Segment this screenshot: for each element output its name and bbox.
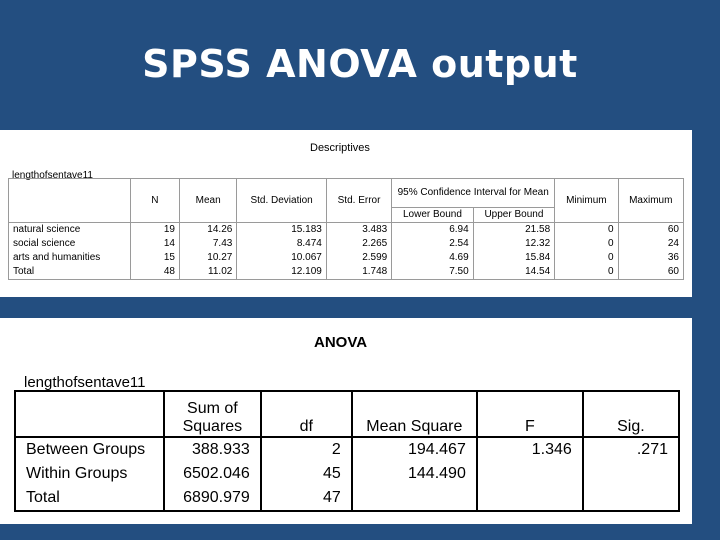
cell: 10.067 — [237, 251, 327, 265]
cell: 15 — [130, 251, 179, 265]
cell: 144.490 — [352, 462, 477, 486]
descriptives-col-max: Maximum — [618, 179, 683, 223]
descriptives-panel — [0, 130, 692, 297]
cell: 2.599 — [326, 251, 391, 265]
table-row — [9, 251, 684, 265]
cell: 11.02 — [180, 265, 237, 280]
cell: 0 — [555, 251, 618, 265]
cell: 21.58 — [473, 223, 554, 238]
row-label: Between Groups — [15, 437, 164, 462]
descriptives-col-mean: Mean — [180, 179, 237, 223]
descriptives-col-std-dev: Std. Deviation — [237, 179, 327, 223]
cell: 0 — [555, 265, 618, 280]
row-label: arts and humanities — [9, 251, 131, 265]
cell: 6502.046 — [164, 462, 261, 486]
cell: 60 — [618, 223, 683, 238]
row-label: Total — [9, 265, 131, 280]
cell: 47 — [261, 486, 352, 511]
cell: 15.183 — [237, 223, 327, 238]
cell: 15.84 — [473, 251, 554, 265]
cell: 7.43 — [180, 237, 237, 251]
descriptives-col-n: N — [130, 179, 179, 223]
cell: 194.467 — [352, 437, 477, 462]
cell: 60 — [618, 265, 683, 280]
row-label: Within Groups — [15, 462, 164, 486]
anova-corner-cell — [15, 391, 164, 437]
table-row — [15, 462, 679, 486]
anova-col-f: F — [477, 391, 583, 437]
cell — [583, 486, 679, 511]
cell: 7.50 — [392, 265, 473, 280]
anova-col-mean-square: Mean Square — [352, 391, 477, 437]
descriptives-corner-cell — [9, 179, 131, 223]
cell: .271 — [583, 437, 679, 462]
descriptives-ci-header: 95% Confidence Interval for Mean — [392, 179, 555, 208]
cell: 4.69 — [392, 251, 473, 265]
slide-title: SPSS ANOVA output — [142, 42, 578, 86]
anova-col-df: df — [261, 391, 352, 437]
cell: 1.748 — [326, 265, 391, 280]
cell: 36 — [618, 251, 683, 265]
descriptives-col-upper: Upper Bound — [473, 208, 554, 223]
anova-col-sum-of-squares: Sum of Squares — [164, 391, 261, 437]
cell: 14.26 — [180, 223, 237, 238]
cell: 0 — [555, 237, 618, 251]
cell: 14 — [130, 237, 179, 251]
cell: 48 — [130, 265, 179, 280]
table-row — [9, 223, 684, 238]
cell: 388.933 — [164, 437, 261, 462]
cell: 3.483 — [326, 223, 391, 238]
descriptives-header-row-1 — [9, 179, 684, 208]
row-label: natural science — [9, 223, 131, 238]
descriptives-variable: lengthofsentave11 — [12, 170, 93, 181]
table-row — [15, 486, 679, 511]
cell: 24 — [618, 237, 683, 251]
cell: 6890.979 — [164, 486, 261, 511]
cell: 45 — [261, 462, 352, 486]
anova-variable: lengthofsentave11 — [24, 374, 146, 391]
descriptives-col-min: Minimum — [555, 179, 618, 223]
cell — [477, 462, 583, 486]
row-label: Total — [15, 486, 164, 511]
cell: 8.474 — [237, 237, 327, 251]
cell: 10.27 — [180, 251, 237, 265]
table-row — [15, 437, 679, 462]
descriptives-table — [8, 178, 684, 280]
anova-col-sig: Sig. — [583, 391, 679, 437]
cell — [352, 486, 477, 511]
descriptives-col-lower: Lower Bound — [392, 208, 473, 223]
descriptives-title: Descriptives — [310, 142, 370, 154]
cell — [477, 486, 583, 511]
anova-table — [14, 390, 680, 512]
cell: 2.54 — [392, 237, 473, 251]
row-label: social science — [9, 237, 131, 251]
cell: 6.94 — [392, 223, 473, 238]
cell: 12.32 — [473, 237, 554, 251]
cell: 2.265 — [326, 237, 391, 251]
anova-title: ANOVA — [314, 334, 368, 351]
cell: 1.346 — [477, 437, 583, 462]
cell — [583, 462, 679, 486]
descriptives-col-std-err: Std. Error — [326, 179, 391, 223]
table-row — [9, 237, 684, 251]
cell: 12.109 — [237, 265, 327, 280]
anova-header-row — [15, 391, 679, 437]
cell: 19 — [130, 223, 179, 238]
table-row — [9, 265, 684, 280]
cell: 0 — [555, 223, 618, 238]
cell: 2 — [261, 437, 352, 462]
anova-panel — [0, 318, 692, 524]
cell: 14.54 — [473, 265, 554, 280]
